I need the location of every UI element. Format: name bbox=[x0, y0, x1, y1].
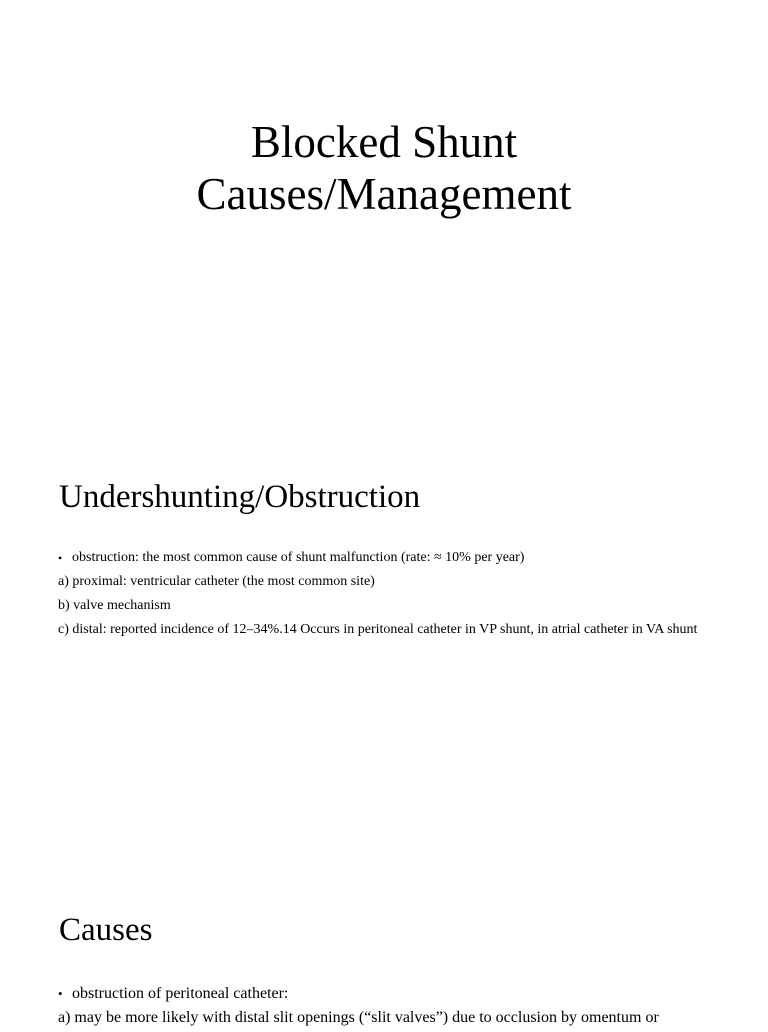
list-item: c) distal: reported incidence of 12–34%.14 Occurs in peritoneal catheter in VP shunt, in atrial catheter in VA shunt bbox=[58, 622, 698, 637]
list-item-text: obstruction of peritoneal catheter: bbox=[72, 985, 289, 1002]
slide-title bbox=[0, 116, 768, 220]
list-item bbox=[58, 550, 708, 566]
undershunting-heading: Undershunting/Obstruction bbox=[59, 479, 421, 515]
causes-heading: Causes bbox=[59, 912, 153, 948]
causes-list bbox=[58, 984, 758, 1032]
title-line-1: Blocked Shunt bbox=[250, 117, 518, 167]
list-item-text: obstruction: the most common cause of shunt malfunction (rate: ≈ 10% per year) bbox=[72, 550, 525, 565]
list-item bbox=[58, 984, 758, 1003]
title-line-2: Causes/Management bbox=[196, 169, 572, 219]
list-item: a) may be more likely with distal slit openings (“slit valves”) due to occlusion by omentum or bbox=[58, 1009, 659, 1026]
undershunting-list bbox=[58, 550, 708, 646]
list-item: a) proximal: ventricular catheter (the most common site) bbox=[58, 574, 375, 589]
list-item: b) valve mechanism bbox=[58, 598, 171, 613]
bullet-icon: • bbox=[58, 551, 63, 565]
bullet-icon: • bbox=[58, 986, 63, 1001]
